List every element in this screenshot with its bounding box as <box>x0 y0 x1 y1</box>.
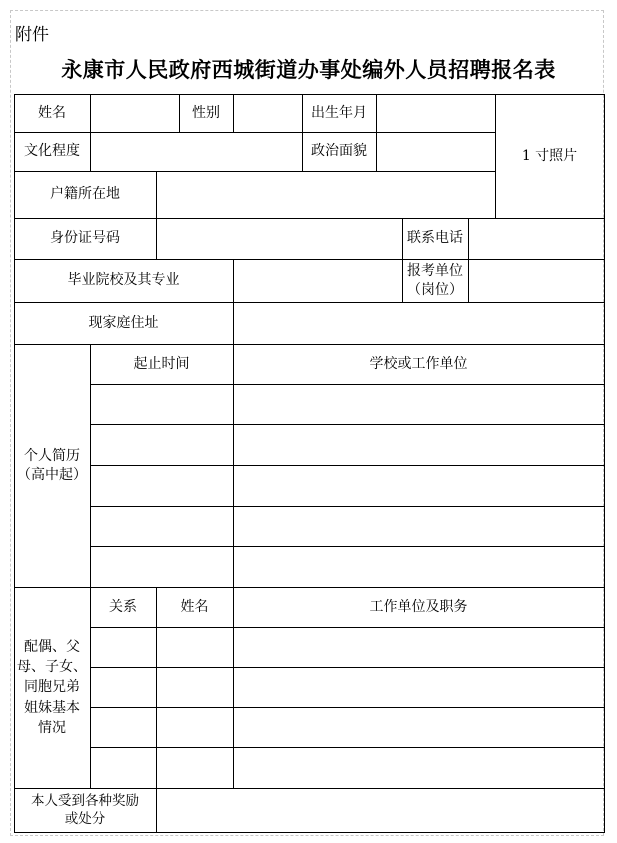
photo-placeholder[interactable]: 1 寸照片 <box>521 147 578 164</box>
resume-period-field[interactable] <box>90 424 233 465</box>
resume-period-field[interactable] <box>90 465 233 506</box>
family-name-field[interactable] <box>156 627 233 667</box>
political-status-field[interactable] <box>376 132 495 171</box>
name-label: 姓名 <box>38 104 66 121</box>
awards-label <box>14 788 156 832</box>
annex-label: 附件 <box>15 25 49 45</box>
family-text-5: 情况 <box>38 719 66 736</box>
form-title: 永康市人民政府西城街道办事处编外人员招聘报名表 <box>61 57 556 82</box>
family-name-field[interactable] <box>156 667 233 707</box>
birth-date-label: 出生年月 <box>311 104 367 121</box>
birth-date-field[interactable] <box>376 94 495 132</box>
resume-label <box>14 344 90 587</box>
period-header: 起止时间 <box>133 355 190 372</box>
resume-unit-field[interactable] <box>233 546 604 587</box>
resume-unit-field[interactable] <box>233 506 604 546</box>
awards-field[interactable] <box>156 788 604 832</box>
work-unit-position-header: 工作单位及职务 <box>369 598 468 615</box>
id-number-field[interactable] <box>156 218 402 259</box>
family-work-field[interactable] <box>233 747 604 788</box>
education-label: 文化程度 <box>24 143 80 160</box>
awards-text-2: 或处分 <box>64 811 106 827</box>
resume-unit-field[interactable] <box>233 465 604 506</box>
gender-label: 性别 <box>192 104 220 121</box>
awards-text-1: 本人受到各种奖励 <box>31 792 139 809</box>
apply-unit-text: 报考单位 <box>407 262 463 279</box>
family-work-field[interactable] <box>233 667 604 707</box>
school-major-field[interactable] <box>233 259 402 302</box>
resume-note-text: （高中起） <box>17 466 87 483</box>
family-label <box>14 587 90 788</box>
address-label: 现家庭住址 <box>88 314 159 331</box>
family-text-4: 姐妹基本 <box>24 699 80 716</box>
apply-unit-label <box>402 259 468 302</box>
resume-unit-field[interactable] <box>233 384 604 424</box>
resume-period-field[interactable] <box>90 384 233 424</box>
address-field[interactable] <box>233 302 604 344</box>
family-text-1: 配偶、父 <box>24 638 80 655</box>
education-field[interactable] <box>90 132 302 171</box>
political-status-label: 政治面貌 <box>311 143 367 160</box>
id-number-label: 身份证号码 <box>50 230 120 247</box>
school-major-label: 毕业院校及其专业 <box>67 272 180 289</box>
gender-field[interactable] <box>233 94 302 132</box>
school-work-unit-header: 学校或工作单位 <box>369 355 468 372</box>
apply-post-text: （岗位） <box>407 281 463 298</box>
family-name-header: 姓名 <box>180 598 209 615</box>
apply-unit-field[interactable] <box>468 259 604 302</box>
family-text-3: 同胞兄弟 <box>24 679 80 696</box>
family-name-field[interactable] <box>156 747 233 788</box>
relation-header: 关系 <box>109 598 137 615</box>
family-relation-field[interactable] <box>90 667 156 707</box>
resume-period-field[interactable] <box>90 506 233 546</box>
resume-unit-field[interactable] <box>233 424 604 465</box>
resume-period-field[interactable] <box>90 546 233 587</box>
family-work-field[interactable] <box>233 707 604 747</box>
family-relation-field[interactable] <box>90 707 156 747</box>
hukou-field[interactable] <box>156 171 495 218</box>
family-work-field[interactable] <box>233 627 604 667</box>
name-field[interactable] <box>90 94 179 132</box>
phone-label: 联系电话 <box>407 230 463 247</box>
grid-line <box>14 832 605 833</box>
phone-field[interactable] <box>468 218 604 259</box>
resume-text: 个人简历 <box>24 447 80 464</box>
hukou-label: 户籍所在地 <box>50 186 120 203</box>
family-name-field[interactable] <box>156 707 233 747</box>
family-relation-field[interactable] <box>90 627 156 667</box>
grid-line <box>604 94 605 833</box>
family-text-2: 母、子女、 <box>17 659 87 676</box>
family-relation-field[interactable] <box>90 747 156 788</box>
